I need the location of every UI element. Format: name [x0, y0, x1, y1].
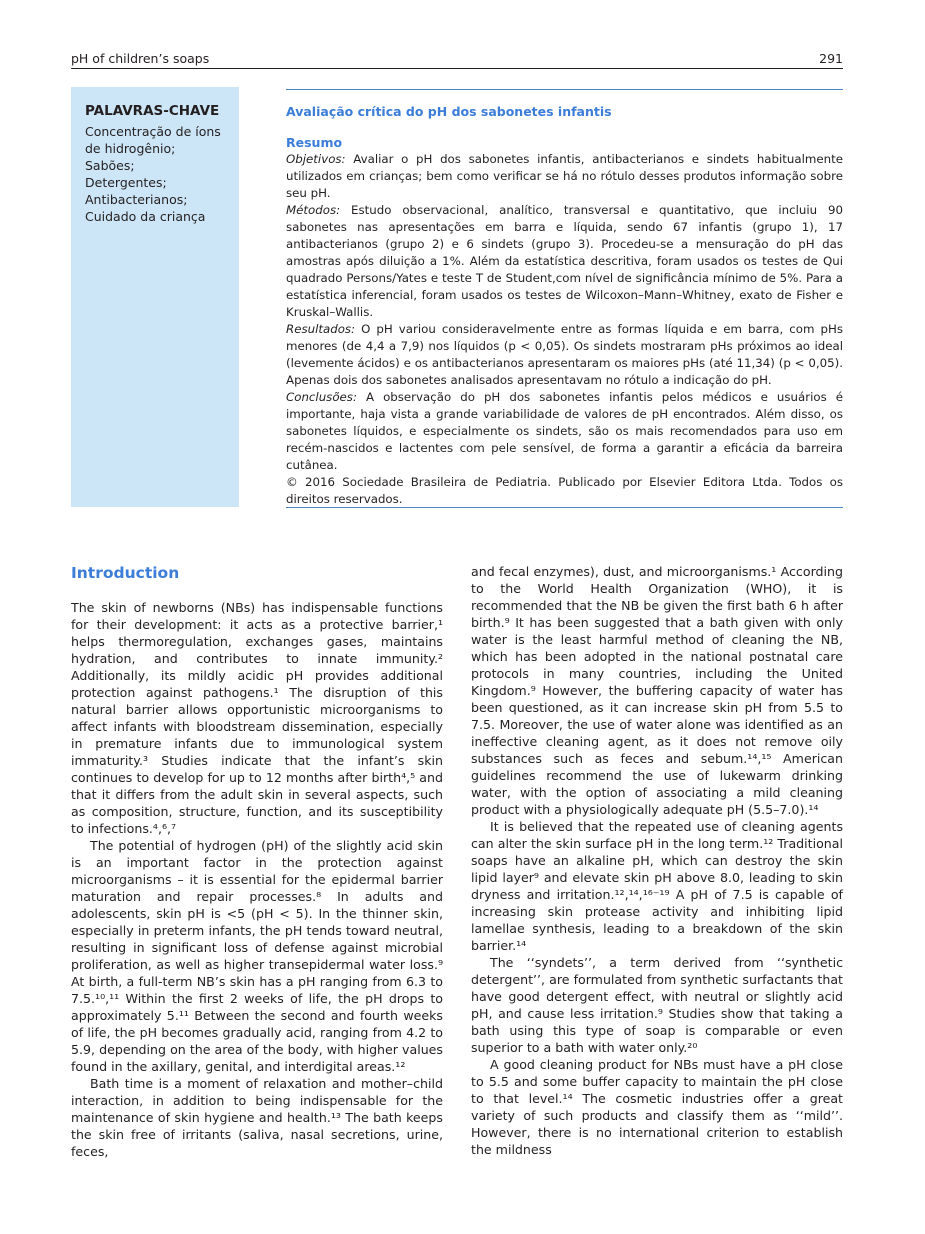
abstract-title: Avaliação crítica do pH dos sabonetes infantis	[286, 104, 612, 119]
keywords-title: PALAVRAS-CHAVE	[85, 103, 220, 119]
conclusoes-text: A observação do pH dos sabonetes infantis pelos médicos e usuários é importante, haja vista a grande variabilidade de valores de pH encontrados. Além disso, os sabonetes líquidos, e especialmente os sindets, são os mais recomendados para uso em recém-nascidos e lactentes com pele sensível, de forma a garantir a eficácia da barreira cutânea.	[286, 390, 844, 472]
abstract-metodos	[286, 202, 843, 321]
metodos-label: Métodos:	[286, 203, 341, 217]
section-heading-introduction: Introduction	[71, 564, 180, 582]
conclusoes-label: Conclusões:	[286, 390, 357, 404]
abstract-conclusoes	[286, 389, 843, 474]
abstract	[286, 103, 843, 508]
running-title: pH of children’s soaps	[71, 51, 210, 66]
body-paragraph: The skin of newborns (NBs) has indispensable functions for their development: it acts as a protective barrier,¹ helps thermoregulation, exchanges gases, maintains hydration, and contributes to innate immunity.² Additionally, its mildly acidic pH provides additional protection against pathogens.¹ The disruption of this natural barrier allows opportunistic microorganisms to affect infants with bloodstream dissemination, especially in premature infants due to immunological system immaturity.³ Studies indicate that the infant’s skin continues to develop for up to 12 months after birth⁴,⁵ and that it differs from the adult skin in several aspects, such as composition, structure, function, and its susceptibility to infections.⁴,⁶,⁷	[71, 600, 443, 836]
keyword-item: Detergentes;	[85, 175, 167, 190]
body-right-column	[471, 563, 843, 1158]
resultados-text: O pH variou consideravelmente entre as formas líquida e em barra, com pHs menores (de 4,4 a 7,9) nos líquidos (p < 0,05). Os sindets mostraram pHs próximos ao ideal (levemente ácidos) e os antibacterianos apresentaram os maiores pHs (até 11,34) (p < 0,05). Apenas dois dos sabonetes analisados apresentavam no rótulo a indicação do pH.	[286, 322, 844, 387]
running-header	[71, 50, 843, 69]
keywords-box	[71, 87, 239, 507]
body-paragraph: The potential of hydrogen (pH) of the slightly acid skin is an important factor in the protection against microorganisms – it is essential for the epidermal barrier maturation and repair processes.⁸ In adults and adolescents, skin pH is <5 (pH < 5). In the thinner skin, especially in preterm infants, the pH tends toward neutral, resulting in significant loss of defense against microbial proliferation, as well as higher transepidermal water loss.⁹ At birth, a full-term NB’s skin has a pH ranging from 6.3 to 7.5.¹⁰,¹¹ Within the first 2 weeks of life, the pH drops to approximately 5.¹¹ Between the second and fourth weeks of life, the pH becomes gradually acid, ranging from 4.2 to 5.9, depending on the area of the body, with higher values found in the axillary, genital, and interdigital areas.¹²	[71, 838, 443, 1074]
abstract-heading: Resumo	[286, 135, 343, 150]
abstract-resultados	[286, 321, 843, 389]
metodos-text: Estudo observacional, analítico, transversal e quantitativo, que incluiu 90 sabonetes nas apresentações em barra e líquida, sendo 67 infantis (grupo 1), 17 antibacterianos (grupo 2) e 6 sindets (grupo 3). Procedeu-se a mensuração do pH das amostras após diluição a 1%. Além da estatística descritiva, foram usados os testes de Qui quadrado Persons/Yates e teste T de Student,com nível de significância mínimo de 5%. Para a estatística inferencial, foram usados os testes de Wilcoxon–Mann–Whitney, exato de Fisher e Kruskal–Wallis.	[286, 203, 843, 319]
body-paragraph: Bath time is a moment of relaxation and mother–child interaction, in addition to being indispensable for the maintenance of skin hygiene and health.¹³ The bath keeps the skin free of irritants (saliva, nasal secretions, urine, feces,	[71, 1076, 443, 1159]
abstract-objetivos	[286, 151, 843, 202]
objetivos-text: Avaliar o pH dos sabonetes infantis, antibacterianos e sindets habitualmente utilizados em crianças; bem como verificar se há no rótulo desses produtos informação sobre seu pH.	[286, 152, 844, 200]
abstract-bottom-rule	[286, 507, 843, 508]
objetivos-label: Objetivos:	[286, 152, 346, 166]
resultados-label: Resultados:	[286, 322, 356, 336]
abstract-copyright: © 2016 Sociedade Brasileira de Pediatria. Publicado por Elsevier Editora Ltda. Todos os direitos reservados.	[286, 475, 843, 506]
keyword-item: Antibacterianos;	[85, 192, 188, 207]
page-number: 291	[819, 51, 843, 66]
body-paragraph: and fecal enzymes), dust, and microorganisms.¹ According to the World Health Organization (WHO), it is recommended that the NB be given the first bath 6 h after birth.⁹ It has been suggested that a bath given with only water is the least harmful method of cleaning the NB, which has been adopted in the national postnatal care protocols in many countries, including the United Kingdom.⁹ However, the buffering capacity of water has been questioned, as it can increase skin pH from 5.5 to 7.5. Moreover, the use of water alone was identified as an ineffective cleaning agent, as it does not remove oily substances such as feces and sebum.¹⁴,¹⁵ American guidelines recommend the use of lukewarm drinking water, with the option of associating a mild cleaning product with a physiologically adequate pH (5.5–7.0).¹⁴	[471, 564, 843, 817]
keyword-item: Concentração de íons de hidrogênio;	[85, 124, 221, 156]
keyword-item: Cuidado da criança	[85, 209, 206, 224]
body-paragraph: A good cleaning product for NBs must have a pH close to 5.5 and some buffer capacity to maintain the pH close to that level.¹⁴ The cosmetic industries offer a great variety of such products and classify them as ‘‘mild’’. However, there is no international criterion to establish the mildness	[471, 1057, 843, 1157]
body-left-column	[71, 563, 443, 1160]
abstract-top-rule	[286, 89, 843, 90]
keyword-item: Sabões;	[85, 158, 135, 173]
body-paragraph: The ‘‘syndets’’, a term derived from ‘‘synthetic detergent’’, are formulated from synthetic surfactants that have good detergent effect, with neutral or slightly acid pH, and cause less irritation.⁹ Studies show that taking a bath using this type of soap is comparable or even superior to a bath with water only.²⁰	[471, 955, 843, 1055]
body-paragraph: It is believed that the repeated use of cleaning agents can alter the skin surface pH in the long term.¹² Traditional soaps have an alkaline pH, which can destroy the skin lipid layer⁹ and elevate skin pH above 8.0, leading to skin dryness and irritation.¹²,¹⁴,¹⁶⁻¹⁹ A pH of 7.5 is capable of increasing skin protease activity and inhibiting lipid lamellae synthesis, leading to a breakdown of the skin barrier.¹⁴	[471, 819, 843, 953]
